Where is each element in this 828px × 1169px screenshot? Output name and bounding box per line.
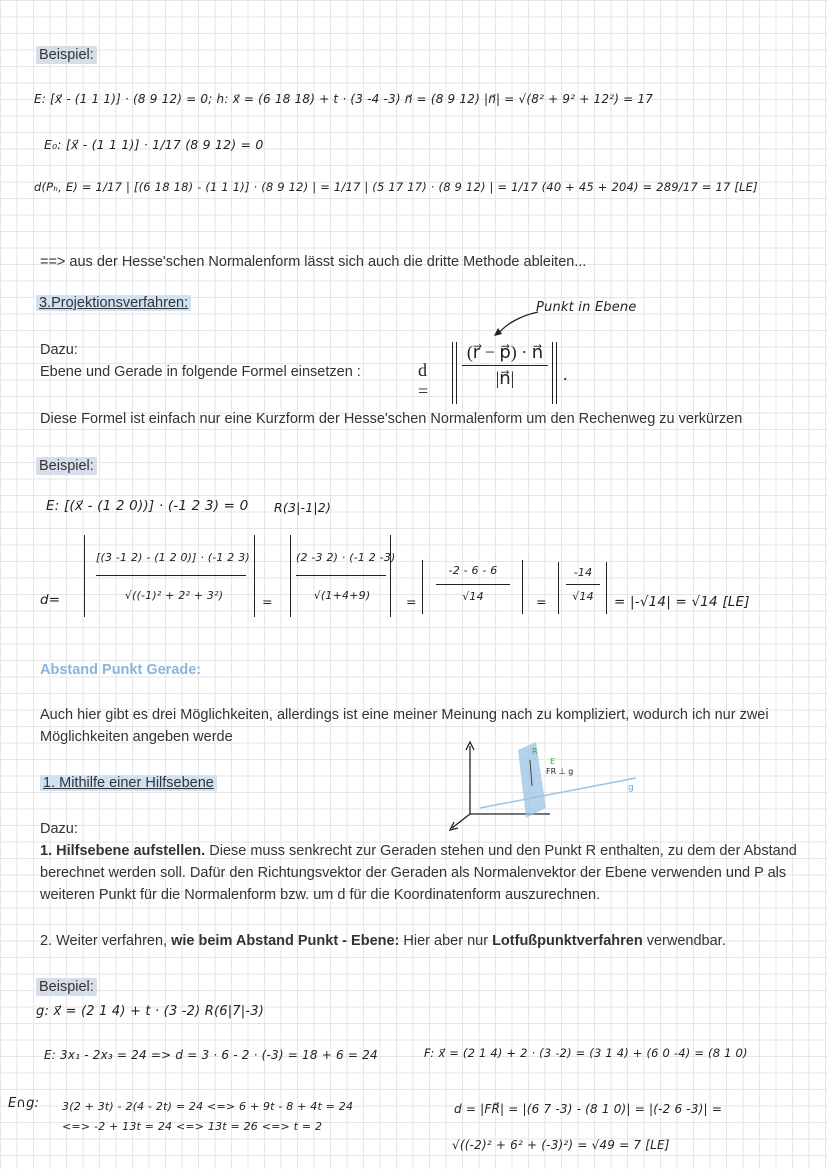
distance-result: √((-2)² + 6² + (-3)²) = √49 = 7 [LE] bbox=[452, 1138, 670, 1152]
calc-step-4: -14 √14 bbox=[556, 562, 610, 614]
formula-numerator: (r⃗ − p⃗) · n⃗ bbox=[462, 342, 548, 366]
helper-plane-step-2: 2. Weiter verfahren, wie beim Abstand Punkt - Ebene: Hier aber nur Lotfußpunktverfahren verwendbar. bbox=[40, 933, 726, 949]
eq-1: = bbox=[262, 594, 273, 609]
hesse-line-2: E₀: [x⃗ - (1 1 1)] · 1/17 (8 9 12) = 0 bbox=[44, 137, 264, 152]
helper-plane-step-1: 1. Hilfsebene aufstellen. Diese muss senkrecht zur Geraden stehen und den Punkt R enthalten, zu dem der Abstand berechnet werden soll. Dafür den Richtungsvektor der Geraden als Normalenvektor der Ebene verwenden und P als weiteren Punkt für die Normalenform bzw. um d für die Koordinatenform auszurechnen. bbox=[40, 843, 797, 903]
projection-note: Diese Formel ist einfach nur eine Kurzform der Hesse'schen Normalenform um den Rechenweg zu verkürzen bbox=[40, 411, 743, 427]
formula-d: d = bbox=[418, 360, 429, 401]
d-label: d= bbox=[40, 592, 61, 608]
example-label-1: Beispiel: bbox=[36, 44, 97, 66]
projection-instruction: Ebene und Gerade in folgende Formel einsetzen : bbox=[40, 364, 361, 380]
calc-step-1: [(3 -1 2) - (1 2 0)] · (-1 2 3) √((-1)² + 2² + 3²) bbox=[82, 535, 258, 617]
sketch-label-e: E bbox=[550, 757, 556, 766]
dazu-label-1: Dazu: bbox=[40, 342, 78, 358]
projection-heading: 3.Projektionsverfahren: bbox=[36, 292, 191, 314]
annotation-point-in-plane: Punkt in Ebene bbox=[536, 300, 637, 315]
calc-result: = |-√14| = √14 [LE] bbox=[614, 594, 750, 610]
intersection-label: E∩g: bbox=[8, 1096, 40, 1111]
hesse-line-1: E: [x⃗ - (1 1 1)] · (8 9 12) = 0; h: x⃗ = (6 18 18) + t · (3 -4 -3) n⃗ = (8 9 12) |n⃗| = √(8² + 9² + 12²) = 17 bbox=[34, 92, 654, 106]
eq-2: = bbox=[406, 594, 417, 609]
sketch-label-r: R bbox=[532, 747, 538, 756]
transition-text: ==> aus der Hesse'schen Normalenform lässt sich auch die dritte Methode ableiten... bbox=[40, 254, 587, 270]
point-line-heading: Abstand Punkt Gerade: bbox=[40, 662, 202, 678]
dazu-label-2: Dazu: bbox=[40, 821, 78, 837]
intersection-line-2: <=> -2 + 13t = 24 <=> 13t = 26 <=> t = 2 bbox=[62, 1120, 323, 1133]
intersection-line-1: 3(2 + 3t) - 2(4 - 2t) = 24 <=> 6 + 9t - 8 + 4t = 24 bbox=[62, 1100, 354, 1113]
helper-plane-sketch bbox=[440, 738, 650, 834]
helper-plane-subheading: 1. Mithilfe einer Hilfsebene bbox=[40, 772, 217, 794]
example-point-r: R(3|-1|2) bbox=[274, 500, 332, 515]
point-line-intro: Auch hier gibt es drei Möglichkeiten, allerdings ist eine meiner Meinung nach zu kompliziert, wodurch ich nur zwei Möglichkeiten angeben werde bbox=[40, 707, 769, 745]
plane-e: E: 3x₁ - 2x₃ = 24 => d = 3 · 6 - 2 · (-3) = 18 + 6 = 24 bbox=[44, 1048, 378, 1062]
hesse-line-3: d(Pₕ, E) = 1/17 | [(6 18 18) - (1 1 1)] · (8 9 12) | = 1/17 | (5 17 17) · (8 9 12) | = 1/17 (40 + 45 + 204) = 289/17 = 17 [LE] bbox=[34, 180, 758, 194]
example-label-3: Beispiel: bbox=[36, 976, 97, 998]
calc-step-2: (2 -3 2) · (-1 2 -3) √(1+4+9) bbox=[288, 535, 394, 617]
formula-denominator: |n⃗| bbox=[495, 368, 515, 388]
distance-calc: d = |FR⃗| = |(6 7 -3) - (8 1 0)| = |(-2 6 -3)| = bbox=[454, 1102, 723, 1116]
example-plane: E: [(x⃗ - (1 2 0))] · (-1 2 3) = 0 bbox=[46, 498, 249, 514]
line-g: g: x⃗ = (2 1 4) + t · (3 -2) R(6|7|-3) bbox=[36, 1004, 264, 1019]
formula-dot: . bbox=[563, 364, 568, 384]
annotation-arrow-icon bbox=[486, 308, 542, 340]
sketch-label-g: g bbox=[628, 783, 634, 793]
calc-step-3: -2 - 6 - 6 √14 bbox=[420, 560, 526, 614]
eq-3: = bbox=[536, 594, 547, 609]
foot-point-f: F: x⃗ = (2 1 4) + 2 · (3 -2) = (3 1 4) + (6 0 -4) = (8 1 0) bbox=[424, 1046, 748, 1060]
example-label-2: Beispiel: bbox=[36, 455, 97, 477]
sketch-label-f: FR ⊥ g bbox=[546, 767, 574, 776]
